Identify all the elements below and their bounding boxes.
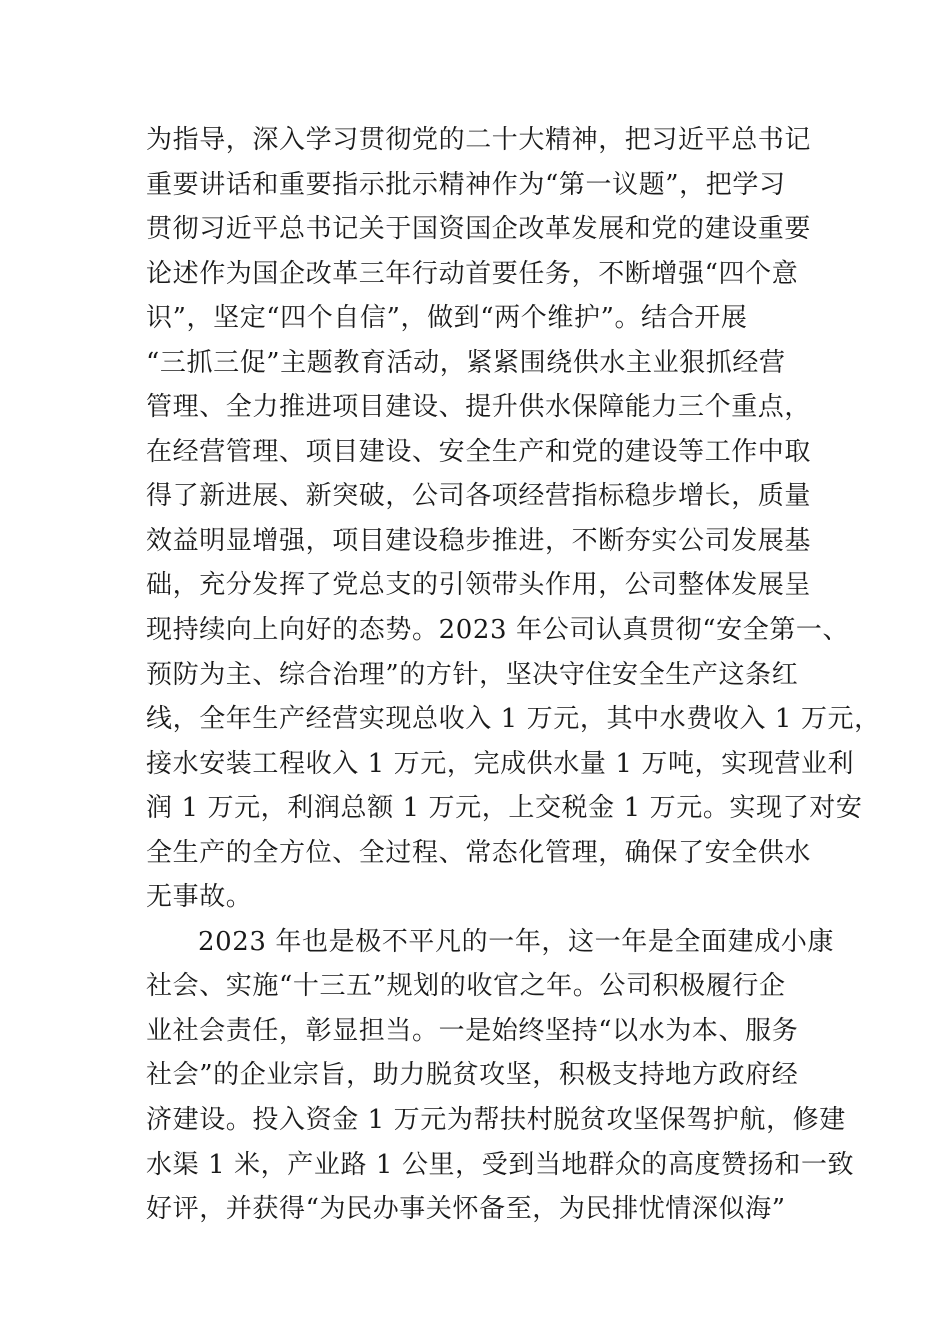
text-line: 效益明显增强，项目建设稳步推进，不断夯实公司发展基 — [146, 525, 812, 556]
text-line: 础，充分发挥了党总支的引领带头作用，公司整体发展呈 — [146, 570, 812, 601]
body-text — [146, 118, 881, 1232]
text-line: 贯彻习近平总书记关于国资国企改革发展和党的建设重要 — [146, 214, 812, 245]
text-line: 识”，坚定“四个自信”，做到“两个维护”。结合开展 — [146, 303, 748, 334]
text-line: 济建设。投入资金 1 万元为帮扶村脱贫攻坚保驾护航，修建 — [146, 1105, 846, 1136]
text-line: 全生产的全方位、全过程、常态化管理，确保了安全供水 — [146, 837, 812, 868]
text-line: 现持续向上向好的态势。2023 年公司认真贯彻“安全第一、 — [146, 615, 850, 646]
text-line: 无事故。 — [146, 882, 253, 913]
text-line-paragraph-start: 2023 年也是极不平凡的一年，这一年是全面建成小康 — [198, 926, 835, 957]
text-line: “三抓三促”主题教育活动，紧紧围绕供水主业狠抓经营 — [146, 347, 786, 378]
text-line: 在经营管理、项目建设、安全生产和党的建设等工作中取 — [146, 436, 812, 467]
text-line: 为指导，深入学习贯彻党的二十大精神，把习近平总书记 — [146, 125, 812, 155]
text-line: 水渠 1 米，产业路 1 公里，受到当地群众的高度赞扬和一致 — [146, 1149, 855, 1180]
text-line: 得了新进展、新突破，公司各项经营指标稳步增长，质量 — [146, 481, 812, 512]
text-line: 社会”的企业宗旨，助力脱贫攻坚，积极支持地方政府经 — [146, 1060, 799, 1091]
text-line: 管理、全力推进项目建设、提升供水保障能力三个重点， — [146, 392, 812, 423]
text-line: 线，全年生产经营实现总收入 1 万元，其中水费收入 1 万元， — [146, 704, 881, 735]
text-line: 预防为主、综合治理”的方针，坚决守住安全生产这条红 — [146, 659, 799, 690]
text-line: 社会、实施“十三五”规划的收官之年。公司积极履行企 — [146, 971, 786, 1002]
text-line: 好评，并获得“为民办事关怀备至，为民排忧情深似海” — [146, 1194, 786, 1225]
text-line: 接水安装工程收入 1 万元，完成供水量 1 万吨，实现营业利 — [146, 748, 855, 779]
text-line: 重要讲话和重要指示批示精神作为“第一议题”，把学习 — [146, 169, 786, 200]
text-line: 业社会责任，彰显担当。一是始终坚持“以水为本、服务 — [146, 1015, 799, 1046]
text-line: 润 1 万元，利润总额 1 万元，上交税金 1 万元。实现了对安 — [146, 793, 863, 824]
text-line: 论述作为国企改革三年行动首要任务，不断增强“四个意 — [146, 258, 799, 289]
